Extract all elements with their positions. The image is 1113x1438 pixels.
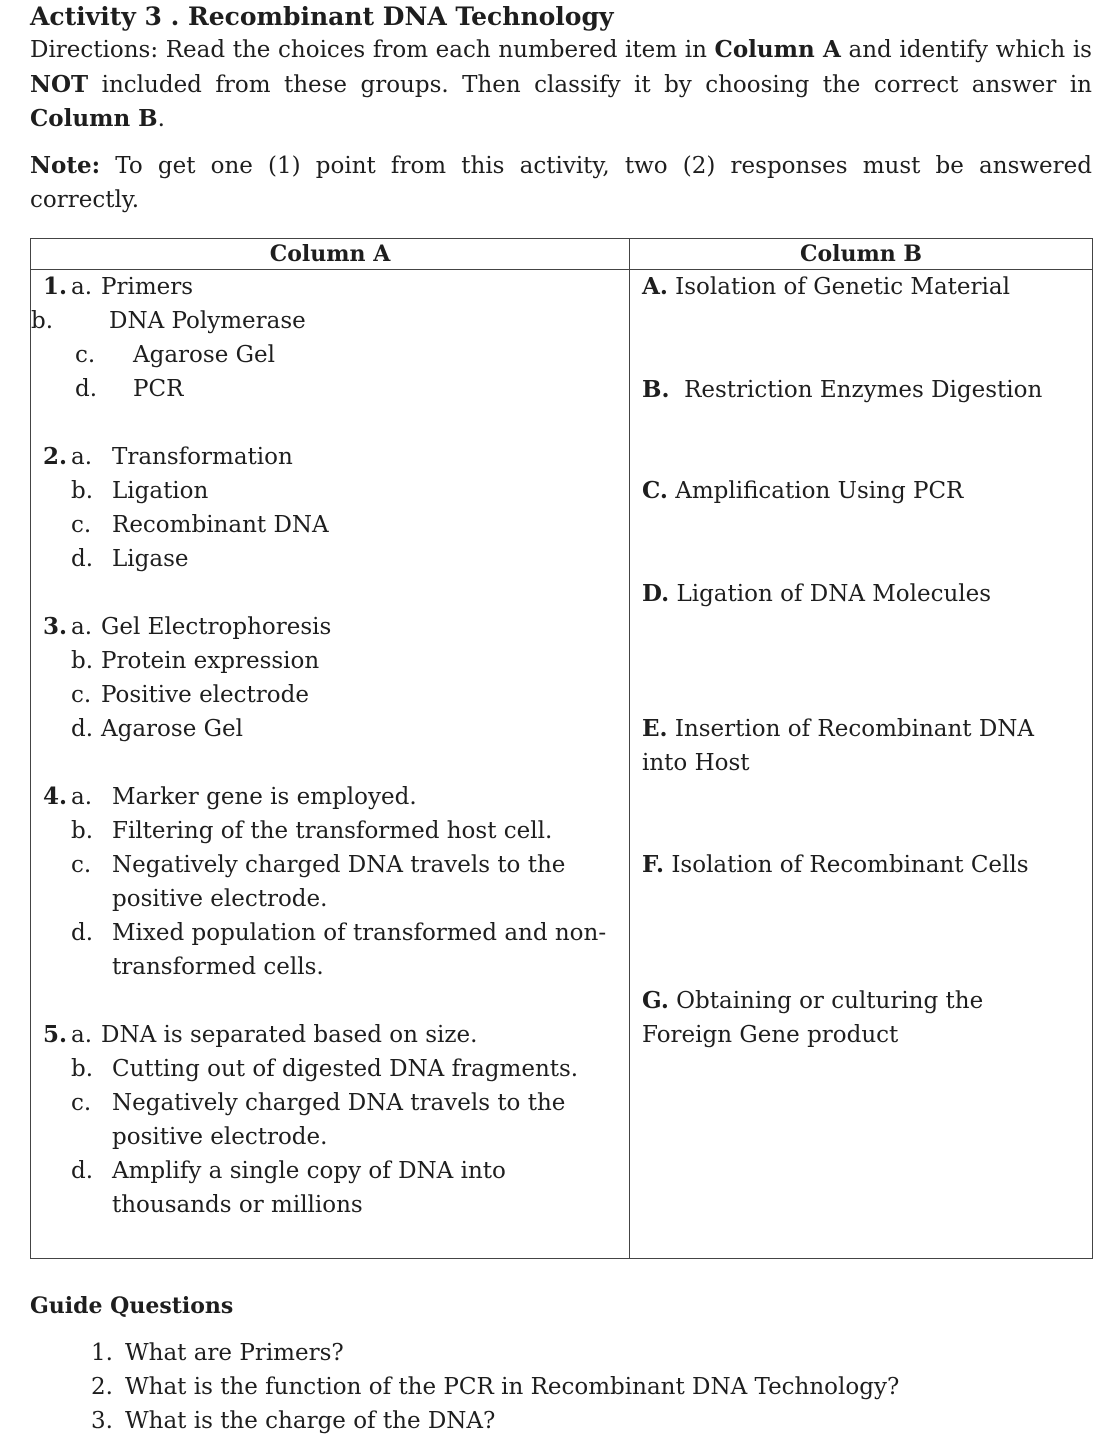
option-text: Obtaining or culturing the Foreign Gene product [642,988,984,1048]
option-letter: C. [642,477,668,504]
choice-letter: c. [71,1090,92,1116]
item-1-choice-d [31,372,627,406]
item-5-choice-c [31,1086,627,1154]
column-b-option-f [642,848,1082,882]
choice-text: Cutting out of digested DNA fragments. [112,1056,579,1082]
item-5-choice-a [31,1018,627,1052]
option-letter: E. [642,715,668,742]
item-2-choice-b [31,474,627,508]
guide-question-2 [30,1370,899,1404]
guide-question-1 [30,1336,899,1370]
choice-letter: a. [71,274,93,300]
choice-text: Positive electrode [101,682,309,708]
directions-paragraph [30,33,1092,137]
column-a-header: Column A [31,239,630,270]
item-5-choice-b [31,1052,627,1086]
directions-text-1: Directions: Read the choices from each numbered item in [30,37,715,63]
choice-letter: b. [71,478,94,504]
choice-letter: b. [71,648,94,674]
option-letter: G. [642,987,669,1014]
option-letter: F. [642,851,665,878]
question-number: 2. [91,1374,113,1400]
choice-text: Transformation [112,444,293,470]
choice-letter: c. [71,682,92,708]
choice-text: Mixed population of transformed and non-transformed cells. [112,920,607,980]
item-4-choice-a [31,780,627,814]
worksheet-page [30,0,1092,1434]
column-b-option-c [642,474,1082,508]
item-4-choice-c [31,848,627,916]
choice-letter: d. [71,716,94,742]
choice-letter: d. [71,546,94,572]
directions-bold-column-b: Column B [30,105,158,132]
choice-text: Recombinant DNA [112,512,329,538]
directions-text-3: included from these groups. Then classify it by choosing the correct answer in [88,71,1092,98]
choice-text: Agarose Gel [133,342,275,368]
option-letter: D. [642,580,670,607]
choice-letter: c. [71,512,92,538]
choice-text: Protein expression [101,648,320,674]
column-b-option-b [642,373,1082,407]
choice-letter: a. [71,1022,93,1048]
column-b-option-e [642,712,1082,780]
option-letter: B. [642,376,670,403]
item-3 [31,610,627,746]
matching-table [30,238,1093,1259]
item-4 [31,780,627,984]
column-b-option-d [642,577,1082,611]
item-2 [31,440,627,576]
choice-text: Primers [101,274,194,300]
column-b-cell [630,270,1093,1259]
question-number: 3. [91,1408,113,1434]
item-2-choice-a [31,440,627,474]
item-1 [31,270,627,406]
note-paragraph [30,149,1092,218]
guide-questions-list [30,1336,899,1438]
question-number: 1. [91,1340,113,1366]
option-text: Isolation of Recombinant Cells [671,852,1029,878]
item-number: 3. [42,613,67,640]
choice-text: DNA Polymerase [109,308,306,334]
column-b-option-g [642,984,1022,1052]
option-text: Restriction Enzymes Digestion [684,377,1043,403]
table-body-row [31,270,1093,1259]
item-4-choice-b [31,814,627,848]
choice-text: Negatively charged DNA travels to the positive electrode. [112,1090,566,1150]
choice-letter: b. [71,1056,94,1082]
table-header-row [31,239,1093,270]
item-1-choice-c [31,338,627,372]
item-2-choice-d [31,542,627,576]
choice-letter: b. [71,818,94,844]
item-number: 4. [42,783,67,810]
choice-letter: c. [71,852,92,878]
choice-text: DNA is separated based on size. [101,1022,478,1048]
choice-text: Negatively charged DNA travels to the positive electrode. [112,852,566,912]
choice-letter: a. [71,614,93,640]
item-number: 1. [42,273,67,300]
choice-text: PCR [133,376,184,402]
choice-text: Amplify a single copy of DNA into thousands or millions [112,1158,506,1218]
guide-question-3 [30,1404,899,1438]
question-text: What is the charge of the DNA? [125,1408,496,1434]
option-letter: A. [642,273,668,300]
item-4-choice-d [31,916,627,984]
item-1-choice-b [31,304,627,338]
column-a-cell [31,270,630,1259]
choice-text: Agarose Gel [101,716,243,742]
choice-letter: d. [71,920,94,946]
option-text: Insertion of Recombinant DNA into Host [642,716,1035,776]
option-text: Isolation of Genetic Material [675,274,1010,300]
guide-questions-heading: Guide Questions [30,1293,234,1319]
choice-letter: a. [71,444,93,470]
question-text: What is the function of the PCR in Recombinant DNA Technology? [125,1374,900,1400]
choice-letter: d. [71,1158,94,1184]
choice-text: Marker gene is employed. [112,784,417,810]
directions-text-2: and identify which is [840,37,1092,63]
item-5-choice-d [31,1154,627,1222]
question-text: What are Primers? [125,1340,344,1366]
choice-text: Gel Electrophoresis [101,614,332,640]
item-3-choice-d [31,712,627,746]
choice-text: Filtering of the transformed host cell. [112,818,553,844]
note-label: Note: [30,151,101,179]
activity-title: Activity 3 . Recombinant DNA Technology [30,2,614,31]
item-number: 2. [42,443,67,470]
item-1-choice-a [31,270,627,304]
item-5 [31,1018,627,1222]
option-text: Amplification Using PCR [675,478,964,504]
note-text: To get one (1) point from this activity, two (2) responses must be answered correctly. [30,152,1092,213]
item-number: 5. [42,1021,67,1048]
choice-letter: d. [75,376,98,402]
item-3-choice-a [31,610,627,644]
directions-text-4: . [157,106,165,132]
choice-text: Ligation [112,478,209,504]
choice-letter: a. [71,784,93,810]
column-b-option-a [642,270,1082,304]
choice-text: Ligase [112,546,189,572]
item-3-choice-b [31,644,627,678]
directions-bold-not: NOT [30,70,89,98]
directions-bold-column-a: Column A [714,36,841,63]
choice-letter: c. [75,342,96,368]
option-text: Ligation of DNA Molecules [676,581,992,607]
item-3-choice-c [31,678,627,712]
column-b-header: Column B [630,239,1093,270]
item-2-choice-c [31,508,627,542]
choice-letter: b. [31,308,54,334]
